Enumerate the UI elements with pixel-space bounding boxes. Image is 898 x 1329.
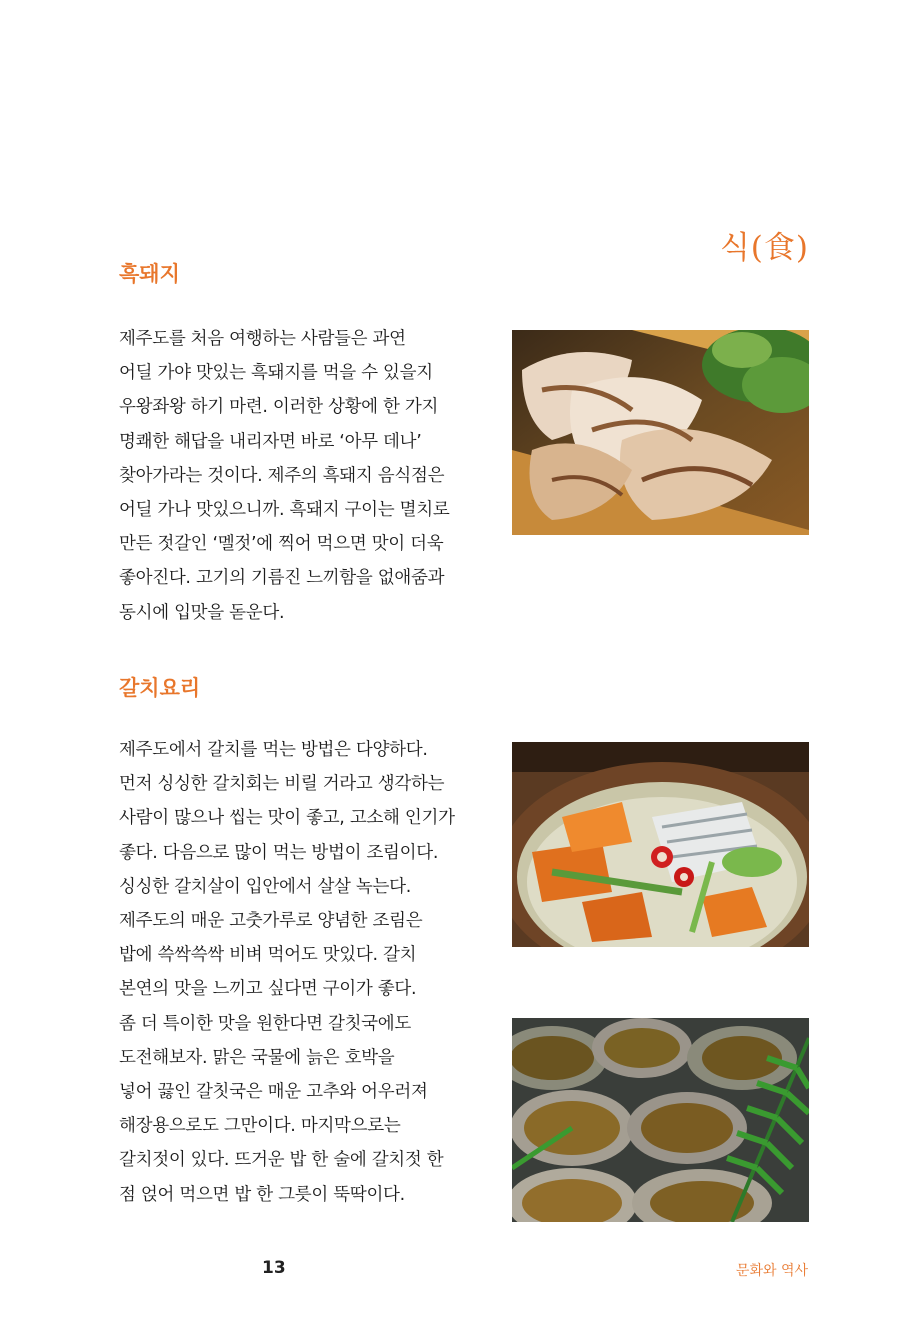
body-line: 본연의 맛을 느끼고 싶다면 구이가 좋다. xyxy=(119,979,417,1000)
body-line: 제주도를 처음 여행하는 사람들은 과연 xyxy=(119,329,406,349)
body-line: 어딜 가야 맛있는 흑돼지를 먹을 수 있을지 xyxy=(119,363,433,384)
body-line: 좋다. 다음으로 많이 먹는 방법이 조림이다. xyxy=(119,842,439,863)
body-line: 좀 더 특이한 맛을 원한다면 갈칫국에도 xyxy=(119,1013,411,1034)
body-line: 싱싱한 갈치살이 입안에서 살살 녹는다. xyxy=(119,876,411,897)
body-line: 제주도에서 갈치를 먹는 방법은 다양하다. xyxy=(119,740,428,760)
body-line: 우왕좌왕 하기 마련. 이러한 상황에 한 가지 xyxy=(119,397,439,418)
black-pork-photo xyxy=(512,330,809,535)
body-line: 어딜 가나 맛있으니까. 흑돼지 구이는 멸치로 xyxy=(119,500,450,521)
abalone-photo xyxy=(512,1018,809,1222)
body-line: 넣어 끓인 갈칫국은 매운 고추와 어우러져 xyxy=(119,1082,428,1103)
body-line: 동시에 입맛을 돋운다. xyxy=(119,602,285,623)
body-line: 점 얹어 먹으면 밥 한 그릇이 뚝딱이다. xyxy=(119,1184,405,1205)
body-line: 밥에 쓱싹쓱싹 비벼 먹어도 맛있다. 갈치 xyxy=(119,945,417,966)
body-line: 사람이 많으나 씹는 맛이 좋고, 고소해 인기가 xyxy=(119,808,455,829)
body-line: 명쾌한 해답을 내리자면 바로 ‘아무 데나’ xyxy=(119,431,422,452)
body-line: 찾아가라는 것이다. 제주의 흑돼지 음식점은 xyxy=(119,465,445,486)
category-title: 식(食) xyxy=(719,230,809,266)
section-title-black-pork: 흑돼지 xyxy=(119,262,180,286)
section-title-cutlassfish: 갈치요리 xyxy=(119,676,201,700)
body-line: 만든 젓갈인 ‘멜젓’에 찍어 먹으면 맛이 더욱 xyxy=(119,534,444,555)
cutlassfish-soup-photo xyxy=(512,742,809,947)
body-line: 도전해보자. 맑은 국물에 늙은 호박을 xyxy=(119,1047,395,1068)
body-line: 갈치젓이 있다. 뜨거운 밥 한 술에 갈치젓 한 xyxy=(119,1150,444,1171)
body-line: 먼저 싱싱한 갈치회는 비릴 거라고 생각하는 xyxy=(119,774,445,795)
page-number: 13 xyxy=(262,1258,286,1278)
footer-section-name: 문화와 역사 xyxy=(735,1263,808,1279)
body-line: 제주도의 매운 고춧가루로 양념한 조림은 xyxy=(119,911,423,932)
body-line: 해장용으로도 그만이다. 마지막으로는 xyxy=(119,1116,401,1137)
section-body-black-pork xyxy=(119,322,491,630)
body-line: 좋아진다. 고기의 기름진 느끼함을 없애줌과 xyxy=(119,568,445,589)
section-body-cutlassfish xyxy=(119,733,491,1212)
